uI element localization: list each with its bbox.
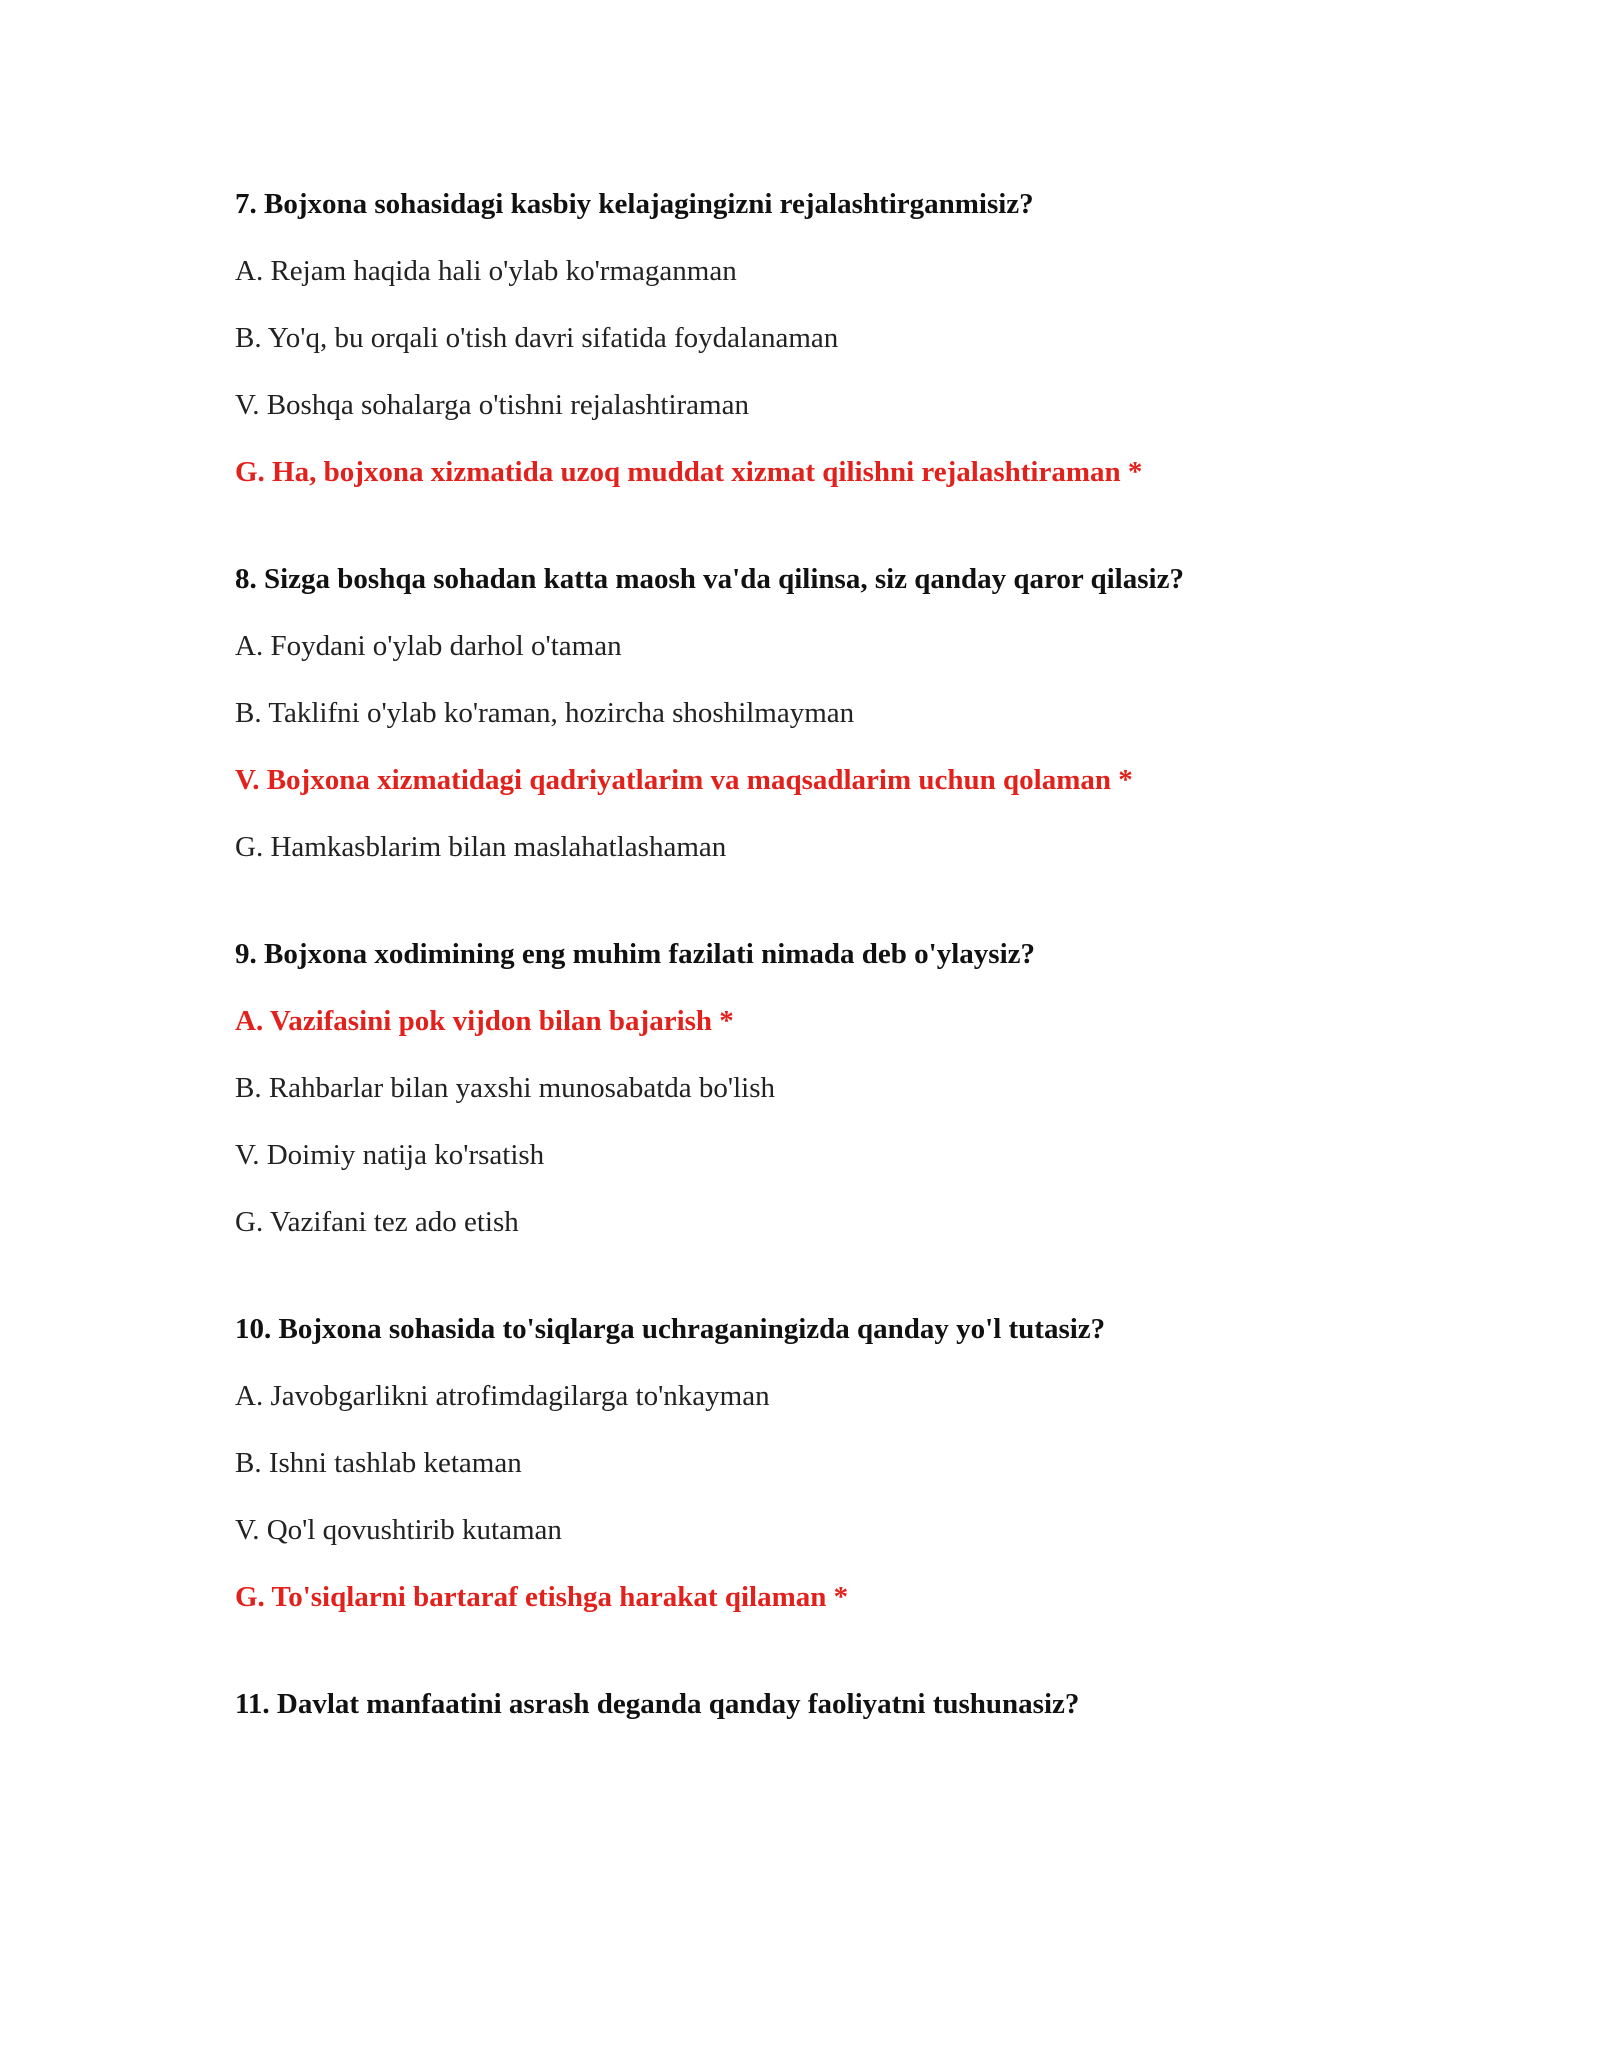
option-a-correct: A. Vazifasini pok vijdon bilan bajarish *: [235, 1005, 734, 1037]
option-b: B. Taklifni o'ylab ko'raman, hozircha shoshilmayman: [235, 697, 855, 729]
question-block-9: [235, 934, 1435, 1242]
option-b: B. Rahbarlar bilan yaxshi munosabatda bo'lish: [235, 1072, 776, 1104]
option-v: V. Qo'l qovushtirib kutaman: [235, 1514, 562, 1546]
question-text: 8. Sizga boshqa sohadan katta maosh va'da qilinsa, siz qanday qaror qilasiz?: [235, 563, 1184, 595]
option-v-correct: V. Bojxona xizmatidagi qadriyatlarim va maqsadlarim uchun qolaman *: [235, 764, 1133, 796]
question-text: 9. Bojxona xodimining eng muhim fazilati nimada deb o'ylaysiz?: [235, 938, 1036, 970]
question-block-11: [235, 1684, 1435, 1724]
option-g-correct: G. Ha, bojxona xizmatida uzoq muddat xizmat qilishni rejalashtiraman *: [235, 456, 1143, 488]
option-a: A. Javobgarlikni atrofimdagilarga to'nkayman: [235, 1380, 770, 1412]
question-block-7: [235, 184, 1435, 492]
option-g: G. Hamkasblarim bilan maslahatlashaman: [235, 831, 727, 863]
question-block-10: [235, 1309, 1435, 1617]
question-text: 10. Bojxona sohasida to'siqlarga uchraganingizda qanday yo'l tutasiz?: [235, 1313, 1106, 1345]
option-v: V. Doimiy natija ko'rsatish: [235, 1139, 545, 1171]
question-text: 11. Davlat manfaatini asrash deganda qanday faoliyatni tushunasiz?: [235, 1688, 1080, 1720]
option-v: V. Boshqa sohalarga o'tishni rejalashtiraman: [235, 389, 749, 421]
questions-list: [235, 184, 1435, 1791]
option-g: G. Vazifani tez ado etish: [235, 1206, 519, 1238]
question-text: 7. Bojxona sohasidagi kasbiy kelajagingizni rejalashtirganmisiz?: [235, 188, 1034, 220]
option-a: A. Foydani o'ylab darhol o'taman: [235, 630, 622, 662]
question-block-8: [235, 559, 1435, 867]
option-b: B. Ishni tashlab ketaman: [235, 1447, 522, 1479]
option-a: A. Rejam haqida hali o'ylab ko'rmaganman: [235, 255, 737, 287]
option-b: B. Yo'q, bu orqali o'tish davri sifatida foydalanaman: [235, 322, 839, 354]
option-g-correct: G. To'siqlarni bartaraf etishga harakat qilaman *: [235, 1581, 849, 1613]
